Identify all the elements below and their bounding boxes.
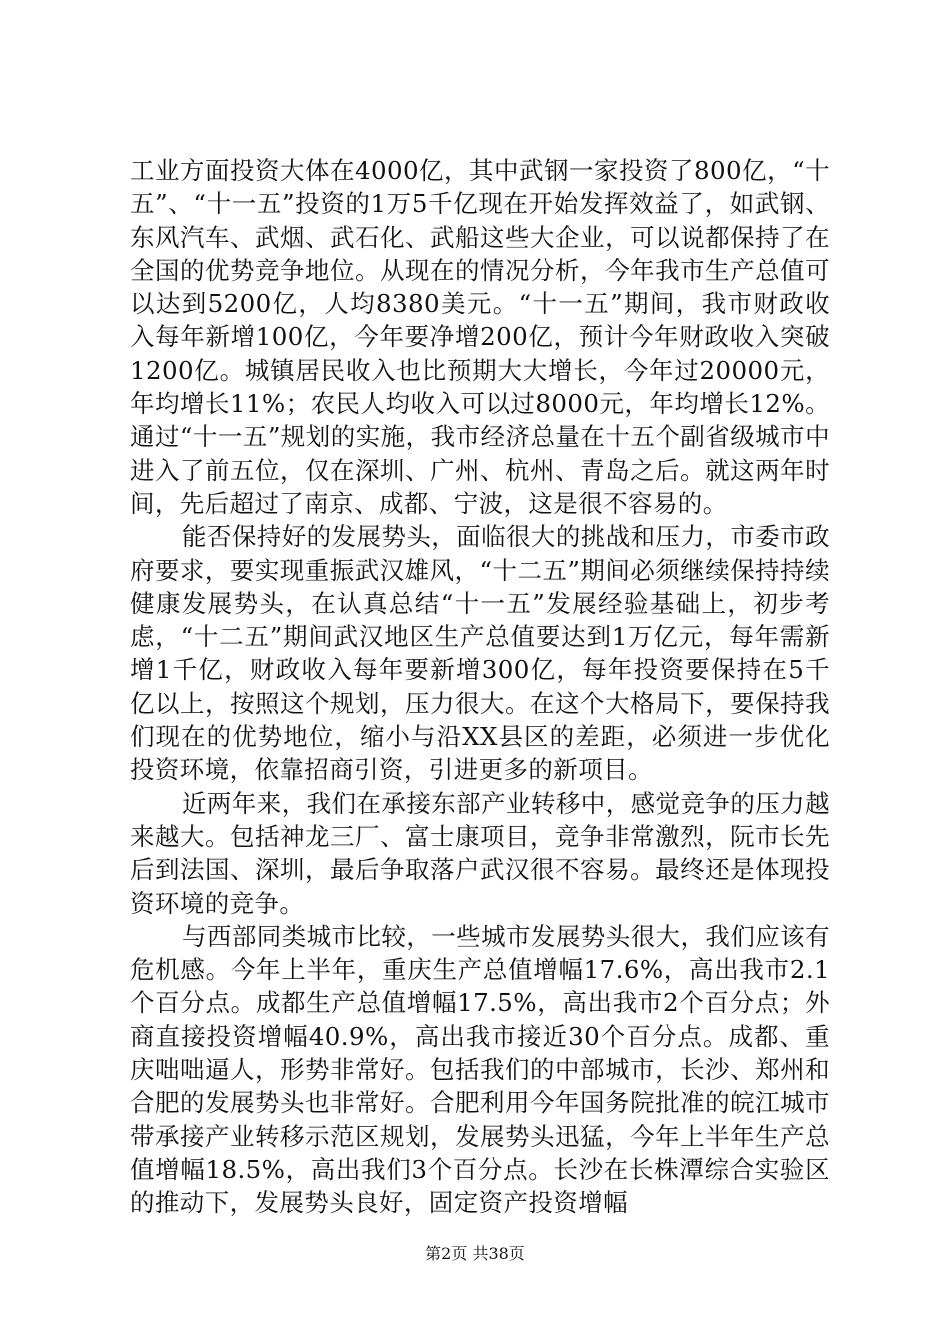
paragraph-industry-investment: 工业方面投资大体在4000亿，其中武钢一家投资了800亿，“十五”、“十一五”投资的1万5千亿现在开始发挥效益了，如武钢、东风汽车、武烟、武石化、武船这些大企业，可以说都保持了在全国的优势竞争地位。从现在的情况分析，今年我市生产总值可以达到5200亿，人均8380美元。“十一五”期间，我市财政收入每年新增100亿，今年要净增200亿，预计今年财政收入突破1200亿。城镇居民收入也比预期大大增长，今年过20000元，年均增长11%；农民人均收入可以过8000元，年均增长12%。通过“十一五”规划的实施，我市经济总量在十五个副省级城市中进入了前五位，仅在深圳、广州、杭州、青岛之后。就这两年时间，先后超过了南京、成都、宁波，这是很不容易的。 <box>130 156 830 518</box>
paragraph-industry-transfer-competition: 近两年来，我们在承接东部产业转移中，感觉竞争的压力越来越大。包括神龙三厂、富士康项目，竞争非常激烈，阮市长先后到法国、深圳，最后争取落户武汉很不容易。最终还是体现投资环境的竞争。 <box>130 788 830 918</box>
page-number-footer: 第2页 共38页 <box>425 1244 525 1263</box>
document-body <box>130 154 830 1220</box>
paragraph-western-cities-comparison: 与西部同类城市比较，一些城市发展势头很大，我们应该有危机感。今年上半年，重庆生产总值增幅17.6%，高出我市2.1个百分点。成都生产总值增幅17.5%，高出我市2个百分点；外商直接投资增幅40.9%，高出我市接近30个百分点。成都、重庆咄咄逼人，形势非常好。包括我们的中部城市，长沙、郑州和合肥的发展势头也非常好。合肥利用今年国务院批准的皖江城市带承接产业转移示范区规划，发展势头迅猛，今年上半年生产总值增幅18.5%，高出我们3个百分点。长沙在长株潭综合实验区的推动下，发展势头良好，固定资产投资增幅 <box>130 921 830 1218</box>
paragraph-development-pressure: 能否保持好的发展势头，面临很大的挑战和压力，市委市政府要求，要实现重振武汉雄风，“十二五”期间必须继续保持持续健康发展势头，在认真总结“十一五”发展经验基础上，初步考虑，“十二五”期间武汉地区生产总值要达到1万亿元，每年需新增1千亿，财政收入每年要新增300亿，每年投资要保持在5千亿以上，按照这个规划，压力很大。在这个大格局下，要保持我们现在的优势地位，缩小与沿XX县区的差距，必须进一步优化投资环境，依靠招商引资，引进更多的新项目。 <box>130 522 830 785</box>
